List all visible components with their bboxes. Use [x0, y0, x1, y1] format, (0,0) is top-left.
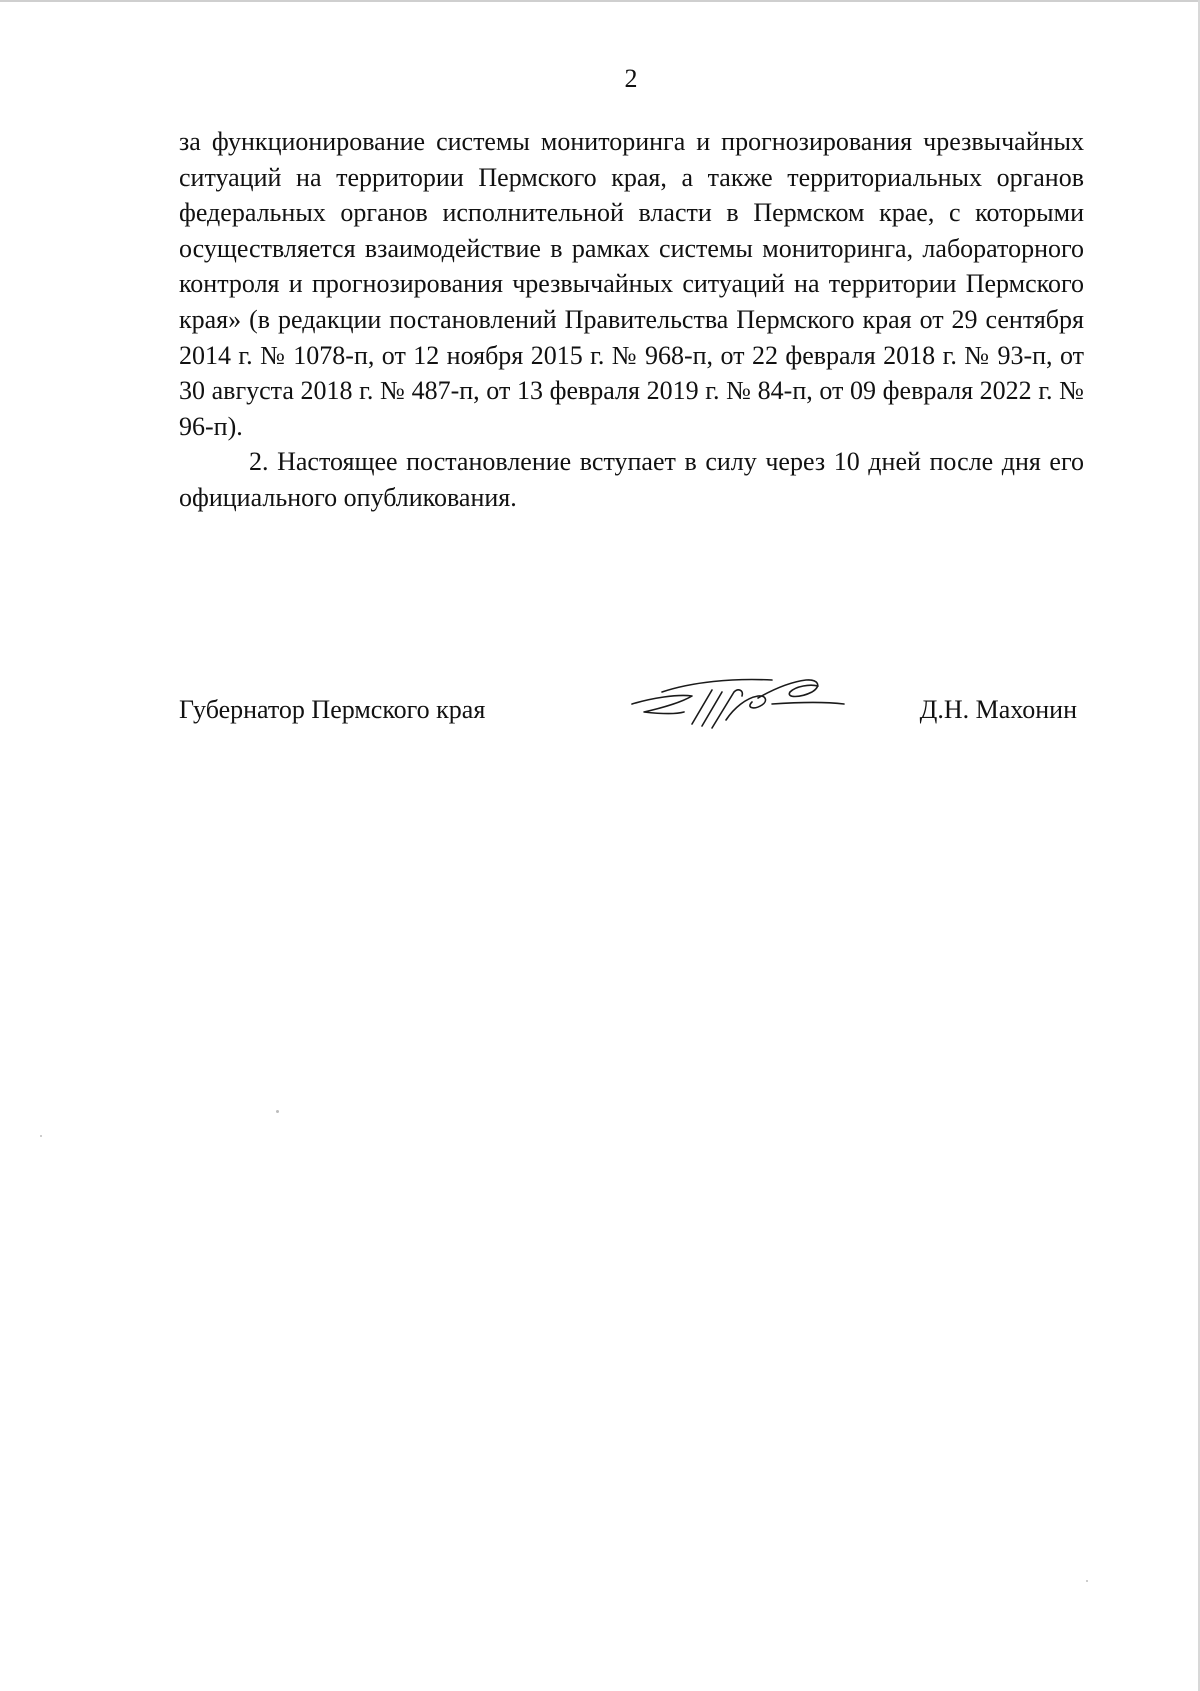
signatory-position: Губернатор Пермского края: [179, 695, 486, 724]
signature-block: [179, 690, 1084, 750]
handwritten-signature-icon: [622, 668, 852, 740]
paragraph-continuation: за функционирование системы мониторинга и прогнозирования чрезвычайных ситуаций на территории Пермского края, а также территориальных органов федеральных органов исполнительной власти в Пермском крае, с которыми осуществляется взаимодействие в рамках системы мониторинга, лабораторного контроля и прогнозирования чрезвычайных ситуаций на территории Пермского края» (в редакции постановлений Правительства Пермского края от 29 сентября 2014 г. № 1078-п, от 12 ноября 2015 г. № 968-п, от 22 февраля 2018 г. № 93-п, от 30 августа 2018 г. № 487-п, от 13 февраля 2019 г. № 84-п, от 09 февраля 2022 г. № 96-п).: [179, 127, 1084, 441]
scan-speck: [1086, 1580, 1088, 1582]
document-body: [179, 124, 1084, 516]
scan-speck: [40, 1135, 42, 1137]
scan-edge-top: [0, 0, 1200, 2]
signatory-name: Д.Н. Махонин: [919, 695, 1077, 724]
scan-speck: [276, 1110, 279, 1113]
page-number: 2: [624, 64, 638, 93]
paragraph-effective-date: 2. Настоящее постановление вступает в силу через 10 дней после дня его официального опубликования.: [179, 447, 1084, 512]
